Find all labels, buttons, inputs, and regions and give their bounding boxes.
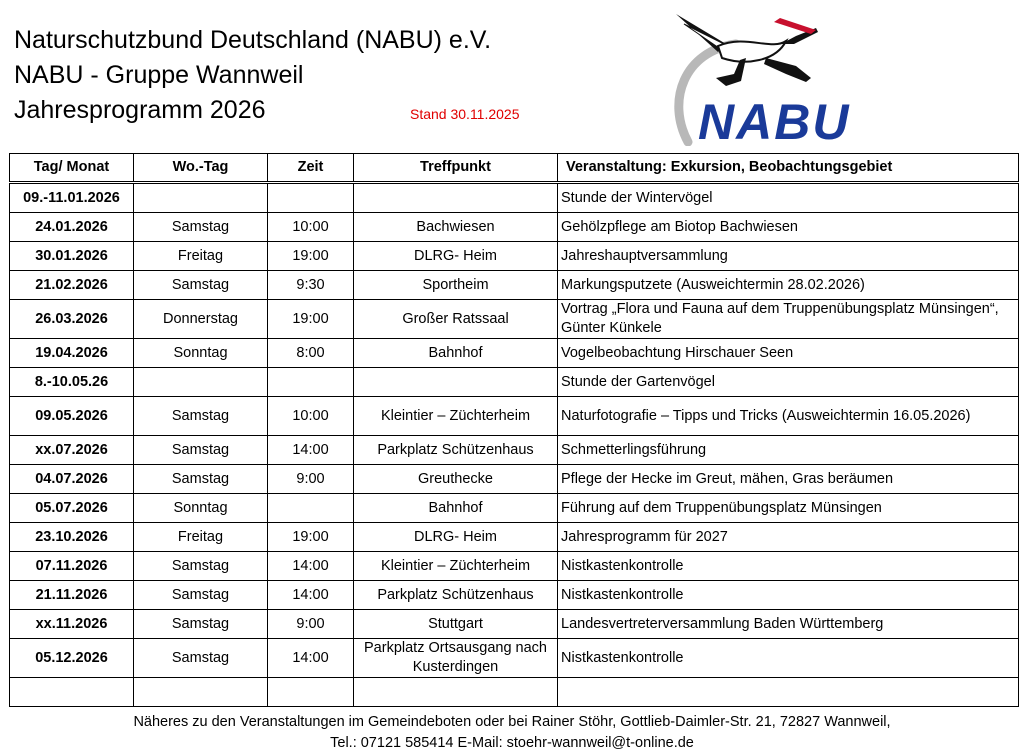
cell-time: 9:30 bbox=[268, 271, 354, 300]
cell-event: Jahreshauptversammlung bbox=[558, 242, 1019, 271]
cell-place: Sportheim bbox=[354, 271, 558, 300]
cell-weekday: Donnerstag bbox=[134, 300, 268, 339]
cell-date: 09.-11.01.2026 bbox=[10, 183, 134, 213]
program-title: Jahresprogramm 2026 bbox=[14, 96, 266, 124]
table-row bbox=[10, 610, 1019, 639]
table-row bbox=[10, 397, 1019, 436]
cell-event: Pflege der Hecke im Greut, mähen, Gras beräumen bbox=[558, 465, 1019, 494]
cell-time: 8:00 bbox=[268, 339, 354, 368]
org-name: Naturschutzbund Deutschland (NABU) e.V. bbox=[14, 26, 492, 54]
cell-date: 07.11.2026 bbox=[10, 552, 134, 581]
cell-place: Kleintier – Züchterheim bbox=[354, 397, 558, 436]
cell-date bbox=[10, 678, 134, 707]
cell-weekday: Samstag bbox=[134, 271, 268, 300]
cell-place: Kleintier – Züchterheim bbox=[354, 552, 558, 581]
cell-weekday: Freitag bbox=[134, 523, 268, 552]
cell-weekday: Samstag bbox=[134, 465, 268, 494]
col-header-time: Zeit bbox=[268, 154, 354, 183]
group-name: NABU - Gruppe Wannweil bbox=[14, 61, 304, 89]
cell-time: 10:00 bbox=[268, 397, 354, 436]
cell-date: 05.07.2026 bbox=[10, 494, 134, 523]
col-header-weekday: Wo.-Tag bbox=[134, 154, 268, 183]
cell-weekday: Samstag bbox=[134, 610, 268, 639]
cell-place: Greuthecke bbox=[354, 465, 558, 494]
cell-event: Jahresprogramm für 2027 bbox=[558, 523, 1019, 552]
table-row bbox=[10, 465, 1019, 494]
cell-date: 21.02.2026 bbox=[10, 271, 134, 300]
cell-place: DLRG- Heim bbox=[354, 523, 558, 552]
cell-event: Gehölzpflege am Biotop Bachwiesen bbox=[558, 213, 1019, 242]
footer-contact: Näheres zu den Veranstaltungen im Gemeindeboten oder bei Rainer Stöhr, Gottlieb-Daimler-Str. 21, 72827 Wannweil, bbox=[133, 714, 891, 730]
table-header-row bbox=[10, 154, 1019, 183]
cell-date: xx.11.2026 bbox=[10, 610, 134, 639]
cell-event: Führung auf dem Truppenübungsplatz Münsingen bbox=[558, 494, 1019, 523]
cell-place: Parkplatz Ortsausgang nach Kusterdingen bbox=[354, 639, 558, 678]
cell-event: Schmetterlingsführung bbox=[558, 436, 1019, 465]
cell-event: Naturfotografie – Tipps und Tricks (Ausweichtermin 16.05.2026) bbox=[558, 397, 1019, 436]
cell-weekday: Samstag bbox=[134, 436, 268, 465]
cell-place: Stuttgart bbox=[354, 610, 558, 639]
cell-event bbox=[558, 678, 1019, 707]
col-header-event: Veranstaltung: Exkursion, Beobachtungsgebiet bbox=[558, 154, 1019, 183]
cell-event: Nistkastenkontrolle bbox=[558, 639, 1019, 678]
cell-date: 30.01.2026 bbox=[10, 242, 134, 271]
cell-date: 09.05.2026 bbox=[10, 397, 134, 436]
cell-weekday bbox=[134, 678, 268, 707]
cell-date: 23.10.2026 bbox=[10, 523, 134, 552]
cell-time bbox=[268, 494, 354, 523]
table-row bbox=[10, 436, 1019, 465]
cell-time bbox=[268, 368, 354, 397]
cell-date: 8.-10.05.26 bbox=[10, 368, 134, 397]
stand-date: Stand 30.11.2025 bbox=[410, 106, 520, 122]
table-row bbox=[10, 368, 1019, 397]
cell-event: Vortrag „Flora und Fauna auf dem Truppenübungsplatz Münsingen“, Günter Künkele bbox=[558, 300, 1019, 339]
cell-place: Großer Ratssaal bbox=[354, 300, 558, 339]
cell-time: 19:00 bbox=[268, 523, 354, 552]
cell-time bbox=[268, 678, 354, 707]
cell-place: Parkplatz Schützenhaus bbox=[354, 436, 558, 465]
table-row bbox=[10, 581, 1019, 610]
col-header-date: Tag/ Monat bbox=[10, 154, 134, 183]
logo-text: NABU bbox=[698, 94, 851, 146]
cell-time: 14:00 bbox=[268, 552, 354, 581]
cell-place: Parkplatz Schützenhaus bbox=[354, 581, 558, 610]
table-row bbox=[10, 494, 1019, 523]
nabu-logo bbox=[656, 6, 886, 146]
cell-event: Vogelbeobachtung Hirschauer Seen bbox=[558, 339, 1019, 368]
table-row bbox=[10, 552, 1019, 581]
cell-time: 14:00 bbox=[268, 581, 354, 610]
table-row bbox=[10, 639, 1019, 678]
table-row bbox=[10, 242, 1019, 271]
table-row bbox=[10, 271, 1019, 300]
table-row bbox=[10, 183, 1019, 213]
footer-phone-email: Tel.: 07121 585414 E-Mail: stoehr-wannweil@t-online.de bbox=[330, 735, 694, 751]
cell-weekday: Sonntag bbox=[134, 494, 268, 523]
cell-weekday bbox=[134, 183, 268, 213]
table-row bbox=[10, 300, 1019, 339]
col-header-place: Treffpunkt bbox=[354, 154, 558, 183]
table-row bbox=[10, 678, 1019, 707]
cell-weekday: Samstag bbox=[134, 397, 268, 436]
cell-weekday: Samstag bbox=[134, 639, 268, 678]
cell-time bbox=[268, 183, 354, 213]
cell-date: 04.07.2026 bbox=[10, 465, 134, 494]
cell-event: Stunde der Wintervögel bbox=[558, 183, 1019, 213]
cell-date: 21.11.2026 bbox=[10, 581, 134, 610]
cell-place: Bachwiesen bbox=[354, 213, 558, 242]
cell-weekday bbox=[134, 368, 268, 397]
cell-place: Bahnhof bbox=[354, 494, 558, 523]
cell-date: 26.03.2026 bbox=[10, 300, 134, 339]
cell-place: DLRG- Heim bbox=[354, 242, 558, 271]
cell-event: Nistkastenkontrolle bbox=[558, 581, 1019, 610]
cell-weekday: Sonntag bbox=[134, 339, 268, 368]
cell-place bbox=[354, 368, 558, 397]
cell-date: 24.01.2026 bbox=[10, 213, 134, 242]
table-row bbox=[10, 523, 1019, 552]
cell-time: 14:00 bbox=[268, 639, 354, 678]
cell-time: 14:00 bbox=[268, 436, 354, 465]
cell-weekday: Freitag bbox=[134, 242, 268, 271]
cell-date: 19.04.2026 bbox=[10, 339, 134, 368]
cell-date: 05.12.2026 bbox=[10, 639, 134, 678]
cell-time: 19:00 bbox=[268, 242, 354, 271]
program-table bbox=[9, 153, 1019, 707]
cell-event: Landesvertreterversammlung Baden Württemberg bbox=[558, 610, 1019, 639]
cell-event: Stunde der Gartenvögel bbox=[558, 368, 1019, 397]
cell-time: 9:00 bbox=[268, 465, 354, 494]
cell-weekday: Samstag bbox=[134, 213, 268, 242]
cell-date: xx.07.2026 bbox=[10, 436, 134, 465]
cell-event: Nistkastenkontrolle bbox=[558, 552, 1019, 581]
cell-weekday: Samstag bbox=[134, 581, 268, 610]
cell-time: 10:00 bbox=[268, 213, 354, 242]
cell-time: 19:00 bbox=[268, 300, 354, 339]
cell-weekday: Samstag bbox=[134, 552, 268, 581]
cell-place bbox=[354, 183, 558, 213]
table-row bbox=[10, 339, 1019, 368]
cell-time: 9:00 bbox=[268, 610, 354, 639]
cell-place bbox=[354, 678, 558, 707]
table-row bbox=[10, 213, 1019, 242]
cell-event: Markungsputzete (Ausweichtermin 28.02.2026) bbox=[558, 271, 1019, 300]
cell-place: Bahnhof bbox=[354, 339, 558, 368]
